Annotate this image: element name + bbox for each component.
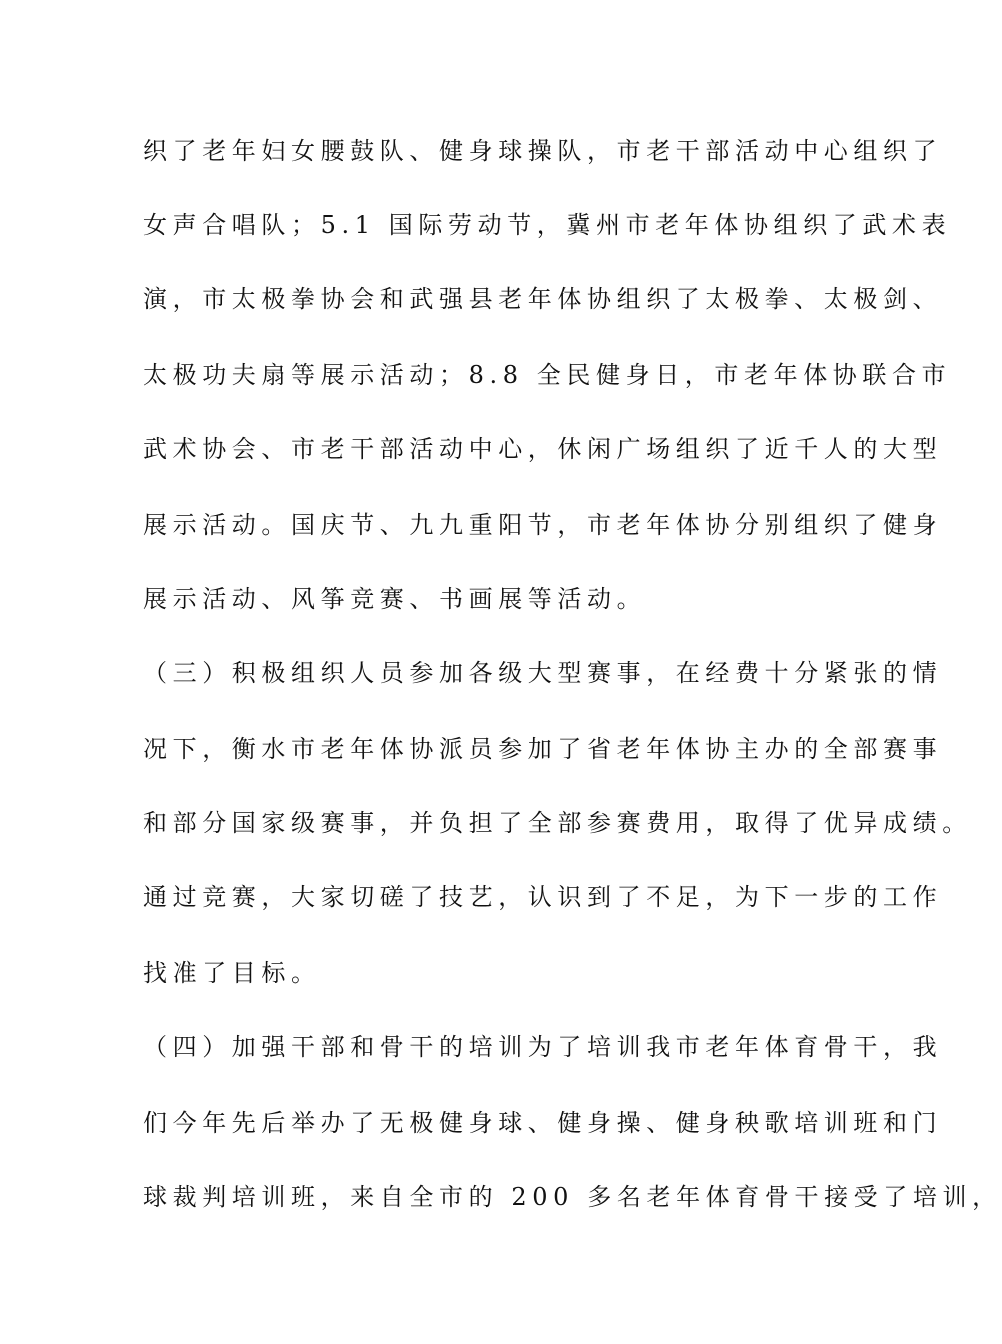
- text-line: 展示活动、风筝竞赛、书画展等活动。: [143, 585, 647, 613]
- text-line: 演，市太极拳协会和武强县老年体协组织了太极拳、太极剑、: [143, 285, 943, 313]
- text-line: 找准了目标。: [143, 959, 321, 987]
- text-line: 通过竞赛，大家切磋了技艺，认识到了不足，为下一步的工作: [143, 883, 943, 911]
- text-line: 太极功夫扇等展示活动；8.8 全民健身日，市老年体协联合市: [143, 361, 952, 389]
- text-line: （三）积极组织人员参加各级大型赛事，在经费十分紧张的情: [143, 659, 943, 687]
- text-line: 和部分国家级赛事，并负担了全部参赛费用，取得了优异成绩。: [143, 809, 972, 837]
- text-line: 球裁判培训班，来自全市的 200 多名老年体育骨干接受了培训，: [143, 1183, 1002, 1211]
- text-line: 武术协会、市老干部活动中心，休闲广场组织了近千人的大型: [143, 435, 943, 463]
- text-line: 况下，衡水市老年体协派员参加了省老年体协主办的全部赛事: [143, 735, 943, 763]
- text-line: 展示活动。国庆节、九九重阳节，市老年体协分别组织了健身: [143, 511, 943, 539]
- text-line: 织了老年妇女腰鼓队、健身球操队，市老干部活动中心组织了: [143, 137, 943, 165]
- text-line: 女声合唱队；5.1 国际劳动节，冀州市老年体协组织了武术表: [143, 211, 952, 239]
- text-line: （四）加强干部和骨干的培训为了培训我市老年体育骨干，我: [143, 1033, 943, 1061]
- text-line: 们今年先后举办了无极健身球、健身操、健身秧歌培训班和门: [143, 1109, 943, 1137]
